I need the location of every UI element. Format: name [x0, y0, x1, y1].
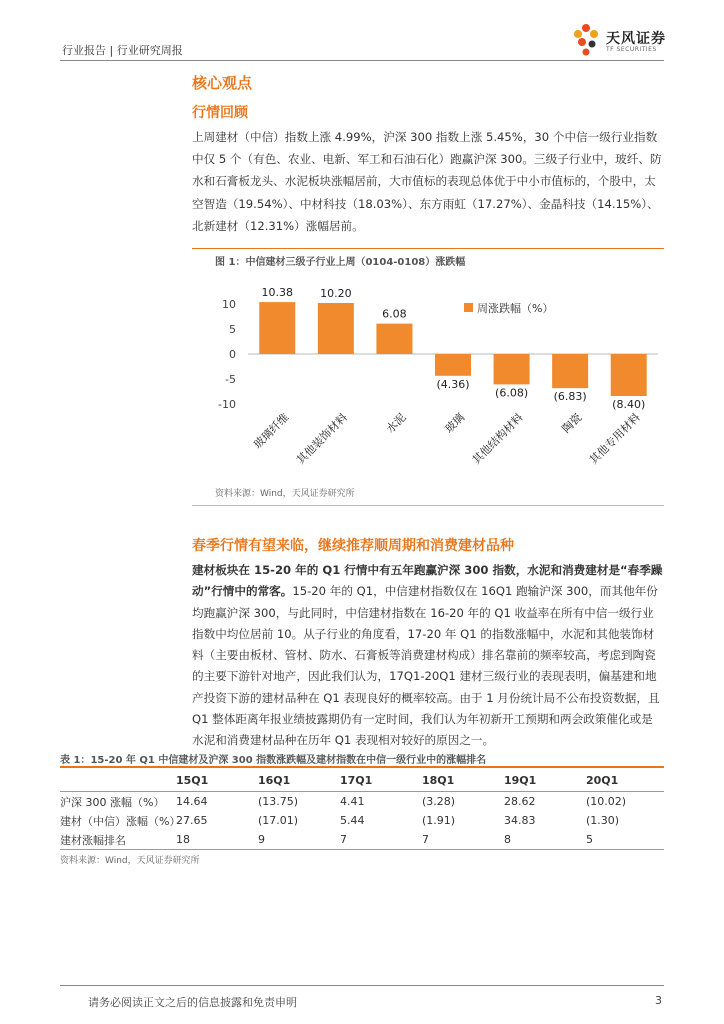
- section-subtitle: 行情回顾: [192, 105, 248, 121]
- bar: [376, 324, 412, 354]
- bar: [611, 354, 647, 396]
- company-logo: [572, 22, 682, 60]
- section2-title: 春季行情有望来临，继续推荐顺周期和消费建材品种: [192, 538, 514, 554]
- category-label: 玻璃: [442, 410, 468, 436]
- legend-label: 周涨跌幅（%）: [477, 302, 554, 315]
- table-cell: 28.62: [504, 795, 536, 808]
- category-label: 其他结构材料: [469, 410, 526, 467]
- data-label: 10.38: [261, 286, 294, 300]
- category-label: 水泥: [383, 410, 409, 436]
- table-header-cell: [60, 769, 176, 792]
- table-cell: (1.91): [422, 814, 456, 827]
- category-label: 陶瓷: [559, 410, 585, 436]
- bar: [552, 354, 588, 388]
- table-cell: 7: [340, 830, 422, 850]
- table-header-cell: 20Q1: [586, 769, 664, 792]
- table-cell: (17.01): [258, 814, 299, 827]
- table-row: [60, 792, 664, 812]
- data-label: 10.20: [320, 287, 352, 300]
- table-cell: 4.41: [340, 795, 365, 808]
- bar-chart: [192, 268, 664, 500]
- table-cell: 7: [422, 830, 504, 850]
- table-cell: 5.44: [340, 814, 365, 827]
- table-cell: (13.75): [258, 795, 299, 808]
- data-table: [60, 769, 664, 850]
- footer-disclaimer: 请务必阅读正文之后的信息披露和免责申明: [88, 996, 297, 1009]
- table-cell: (3.28): [422, 795, 456, 808]
- y-tick-label: -5: [225, 373, 236, 386]
- market-review-paragraph: 上周建材（中信）指数上涨 4.99%，沪深 300 指数上涨 5.45%，30 个中信一级行业指数中仅 5 个（有色、农业、电新、军工和石油石化）跑赢沪深 300。三级子行业中，玻纤、防水和石膏板龙头、水泥板块涨幅居前，大市值标的表现总体优于中小市值标的，个股中，太空智造（19.54%）、中材科技（18.03%）、东方雨虹（17.27%）、金晶科技（14.15%）、北新建材（12.31%）涨幅居前。: [192, 130, 662, 233]
- section-title: 核心观点: [192, 74, 253, 92]
- bar: [494, 354, 530, 384]
- data-label: (6.83): [553, 390, 587, 404]
- y-tick-label: 10: [222, 298, 236, 311]
- section2-body: 15-20 年的 Q1，中信建材指数仅在 16Q1 跑输沪深 300，而其他年份均跑赢沪深 300，与此同时，中信建材指数在 16-20 年的 Q1 收益率在所有中信一级行业指数中均位居前 10。从子行业的角度看，17-20 年 Q1 的指数涨幅中，水泥和其他装饰材料（主要由板材、管材、防水、石膏板等消费建材构成）排名靠前的频率较高，考虑到陶瓷的主要下游针对地产，因此我们认为，17Q1-20Q1 建材三级行业的表现表明，偏基建和地产投资下游的建材品种在 Q1 表现良好的概率较高。由于 1 月份统计局不公布投资数据，且 Q1 整体距离年报业绩披露期仍有一定时间，我们认为年初新开工预期和两会政策催化或是水泥和消费建材品种在历年 Q1 表现相对较好的原因之一。: [192, 584, 660, 748]
- table-header-cell: 19Q1: [504, 769, 586, 792]
- section2-paragraph: [192, 560, 664, 752]
- table-header-cell: 15Q1: [176, 769, 258, 792]
- y-tick-label: 5: [229, 323, 236, 336]
- y-tick-label: 0: [229, 348, 236, 361]
- header-divider: [60, 60, 664, 61]
- table-cell: 34.83: [504, 814, 536, 827]
- data-label: (4.36): [436, 377, 470, 391]
- category-label: 玻璃纤维: [251, 410, 292, 452]
- table-header-cell: 18Q1: [422, 769, 504, 792]
- table-cell: (1.30): [586, 814, 620, 827]
- table-row: [60, 830, 664, 850]
- section2-lead: 建材板块在 15-20 年的 Q1 行情中有五年跑赢沪深 300 指数，水泥和消费建材是“春季躁动”行情中的常客。: [192, 563, 663, 599]
- figure-title: 图 1：中信建材三级子行业上周（0104-0108）涨跌幅: [215, 257, 466, 268]
- table-cell: 18: [176, 830, 258, 850]
- data-label: 6.08: [382, 307, 407, 321]
- category-label: 其他专用材料: [586, 410, 643, 467]
- category-label: 其他装饰材料: [294, 410, 350, 467]
- table-cell: 沪深 300 涨幅（%）: [60, 795, 165, 809]
- page-number: 3: [655, 994, 662, 1007]
- logo-subtext: TF SECURITIES: [606, 46, 657, 53]
- table-cell: 27.65: [176, 814, 208, 827]
- bar: [435, 354, 471, 376]
- table-cell: 建材（中信）涨幅（%）: [60, 814, 181, 828]
- bar: [318, 303, 354, 354]
- table-cell: 14.64: [176, 795, 208, 808]
- table-header-row: [60, 769, 664, 792]
- bar: [259, 302, 295, 354]
- table-cell: 5: [586, 830, 664, 850]
- table-top-rule: [60, 766, 664, 768]
- data-label: (8.40): [612, 398, 646, 411]
- report-category: 行业报告 | 行业研究周报: [62, 44, 183, 57]
- table-cell: 建材涨幅排名: [60, 830, 176, 850]
- figure-top-rule: [192, 248, 664, 249]
- table-cell: (10.02): [586, 795, 627, 808]
- figure-bottom-rule: [192, 505, 664, 506]
- y-tick-label: -10: [218, 398, 236, 411]
- logo-icon: [572, 22, 604, 58]
- logo-text: 天风证券: [606, 31, 666, 47]
- table-row: [60, 811, 664, 830]
- figure-source: 资料来源：Wind，天风证券研究所: [215, 489, 355, 499]
- table-source: 资料来源：Wind，天风证券研究所: [60, 856, 200, 866]
- table-title: 表 1：15-20 年 Q1 中信建材及沪深 300 指数涨跌幅及建材指数在中信一级行业中的涨幅排名: [60, 755, 487, 766]
- table-header-cell: 16Q1: [258, 769, 340, 792]
- data-label: (6.08): [495, 386, 529, 400]
- table-cell: 9: [258, 830, 340, 850]
- table-header-cell: 17Q1: [340, 769, 422, 792]
- footer-divider: [60, 985, 664, 986]
- legend-swatch: [464, 303, 473, 312]
- table-cell: 8: [504, 830, 586, 850]
